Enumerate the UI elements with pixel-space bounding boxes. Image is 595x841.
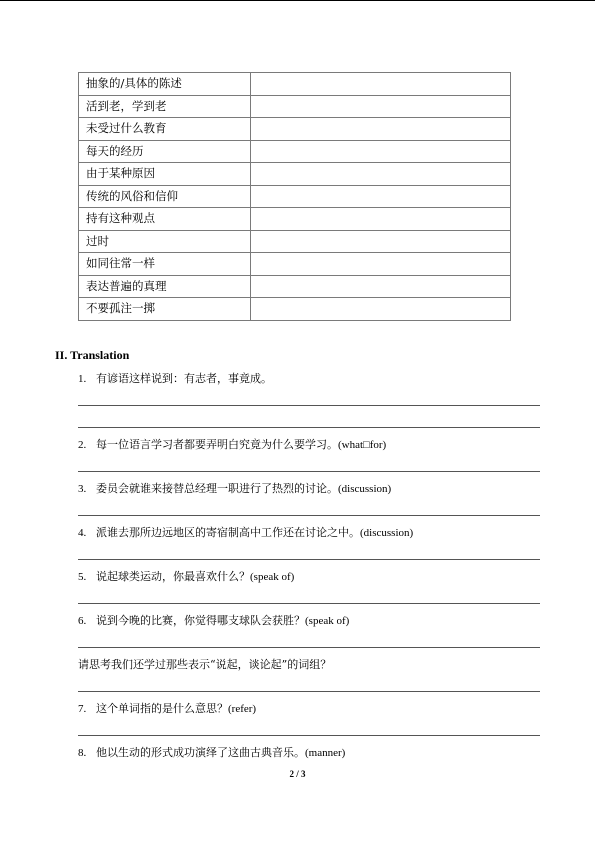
section-title: II. Translation <box>55 348 130 362</box>
question-number: 8. <box>78 747 87 759</box>
vocab-row <box>79 185 511 208</box>
top-border-rule <box>0 0 595 1</box>
question-hint: (what□for) <box>338 439 387 451</box>
vocab-answer-cell[interactable] <box>251 298 511 321</box>
reflection-note <box>78 656 331 672</box>
vocab-answer-cell[interactable] <box>251 73 511 96</box>
question-number: 5. <box>78 571 87 583</box>
answer-line[interactable] <box>78 405 540 406</box>
question-text: 说起球类运动，你最喜欢什么？ <box>96 570 250 583</box>
vocab-answer-cell[interactable] <box>251 95 511 118</box>
vocab-row <box>79 208 511 231</box>
question-hint: (refer) <box>228 703 257 715</box>
vocab-answer-cell[interactable] <box>251 208 511 231</box>
question-text: 这个单词指的是什么意思？ <box>96 702 228 715</box>
vocab-row <box>79 298 511 321</box>
vocab-chinese-cell: 活到老，学到老 <box>79 95 251 118</box>
vocab-answer-cell[interactable] <box>251 163 511 186</box>
question-1 <box>78 370 272 386</box>
vocab-chinese-cell: 如同往常一样 <box>79 253 251 276</box>
question-text: 有谚语这样说到：有志者，事竟成。 <box>96 372 272 385</box>
vocab-chinese-cell: 表达普遍的真理 <box>79 275 251 298</box>
question-hint: (discussion) <box>360 527 414 539</box>
question-hint: (speak of) <box>305 615 350 627</box>
question-number: 6. <box>78 615 87 627</box>
question-number: 1. <box>78 373 87 385</box>
vocab-chinese-cell: 传统的风俗和信仰 <box>79 185 251 208</box>
vocab-chinese-cell: 持有这种观点 <box>79 208 251 231</box>
vocab-row <box>79 140 511 163</box>
question-number: 3. <box>78 483 87 495</box>
question-text: 委员会就谁来接替总经理一职进行了热烈的讨论。 <box>96 482 338 495</box>
vocab-answer-cell[interactable] <box>251 140 511 163</box>
question-text: 他以生动的形式成功演绎了这曲古典音乐。 <box>96 746 305 759</box>
question-8 <box>78 744 345 760</box>
answer-line[interactable] <box>78 515 540 516</box>
vocab-row <box>79 118 511 141</box>
question-hint: (manner) <box>305 747 346 759</box>
vocab-row <box>79 95 511 118</box>
question-text: 派谁去那所边远地区的寄宿制高中工作还在讨论之中。 <box>96 526 360 539</box>
vocab-chinese-cell: 抽象的/具体的陈述 <box>79 73 251 96</box>
vocab-chinese-cell: 由于某种原因 <box>79 163 251 186</box>
vocab-answer-cell[interactable] <box>251 185 511 208</box>
vocab-chinese-cell: 不要孤注一掷 <box>79 298 251 321</box>
vocab-row <box>79 253 511 276</box>
vocab-row <box>79 230 511 253</box>
vocab-row <box>79 163 511 186</box>
answer-line[interactable] <box>78 603 540 604</box>
answer-line[interactable] <box>78 471 540 472</box>
question-7 <box>78 700 256 716</box>
answer-line[interactable] <box>78 427 540 428</box>
vocab-chinese-cell: 过时 <box>79 230 251 253</box>
vocab-chinese-cell: 每天的经历 <box>79 140 251 163</box>
question-text: 说到今晚的比赛，你觉得哪支球队会获胜？ <box>96 614 305 627</box>
vocab-answer-cell[interactable] <box>251 118 511 141</box>
vocab-answer-cell[interactable] <box>251 230 511 253</box>
vocab-row <box>79 73 511 96</box>
vocab-row <box>79 275 511 298</box>
answer-line[interactable] <box>78 559 540 560</box>
vocab-answer-cell[interactable] <box>251 253 511 276</box>
question-number: 7. <box>78 703 87 715</box>
question-6 <box>78 612 349 628</box>
question-text: 每一位语言学习者都要弄明白究竟为什么要学习。 <box>96 438 338 451</box>
page-number: 2 / 3 <box>289 769 306 779</box>
question-number: 4. <box>78 527 87 539</box>
question-4 <box>78 524 413 540</box>
vocabulary-table <box>78 72 511 321</box>
vocab-answer-cell[interactable] <box>251 275 511 298</box>
question-3 <box>78 480 391 496</box>
question-5 <box>78 568 294 584</box>
answer-line[interactable] <box>78 691 540 692</box>
question-hint: (discussion) <box>338 483 392 495</box>
answer-line[interactable] <box>78 735 540 736</box>
answer-line[interactable] <box>78 647 540 648</box>
question-2 <box>78 436 386 452</box>
note-text: 请思考我们还学过那些表示“说起，谈论起”的词组？ <box>78 658 332 671</box>
question-hint: (speak of) <box>250 571 295 583</box>
vocab-chinese-cell: 未受过什么教育 <box>79 118 251 141</box>
question-number: 2. <box>78 439 87 451</box>
